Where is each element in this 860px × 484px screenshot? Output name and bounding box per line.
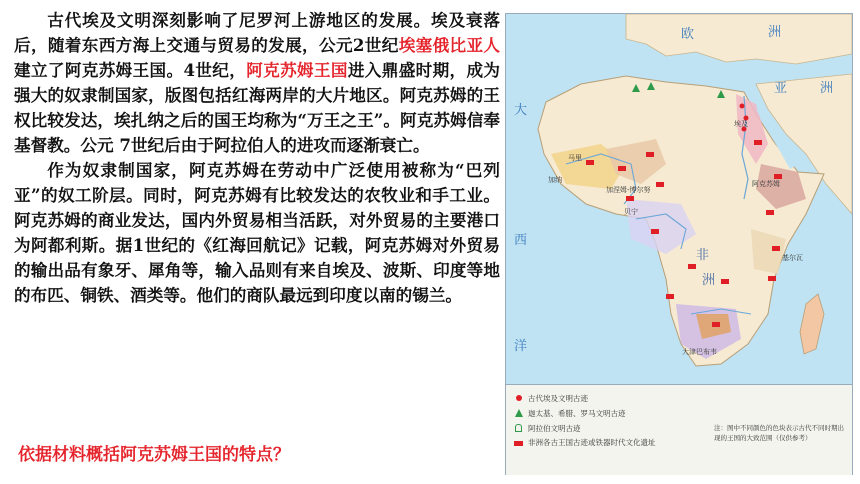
p1-text-a: 古代埃及文明深刻影响了尼罗河上游地区的发展。埃及衰落后，随着东西方海上交通与贸易的发展，公元2世纪 (14, 10, 500, 55)
paragraph-1 (14, 8, 500, 158)
legend-arch-icon (515, 424, 522, 432)
label-europe-1: 欧 (681, 27, 695, 42)
label-africa-2: 洲 (702, 273, 716, 288)
legend-item-3: 阿拉伯文明古迹 (528, 424, 581, 433)
p1-text-c: 进入鼎盛时期，成为强大的奴隶制国家，版图包括红海两岸的大片地区。阿克苏姆的王权比较发达，埃扎纳之后的国王均称为“万王之王”。阿克苏姆信奉基督教。公元 7世纪后由于阿拉伯人的进攻而逐渐衰亡。 (14, 60, 501, 155)
label-africa-1: 非 (696, 248, 710, 263)
legend-red-rect-icon (514, 441, 523, 446)
label-asia-2: 洲 (820, 81, 834, 96)
p1-text-b: 建立了阿克苏姆王国。4世纪， (14, 60, 247, 80)
label-aksum: 阿克苏姆 (752, 180, 780, 188)
label-europe-2: 洲 (768, 25, 782, 40)
legend-item-1: 古代埃及文明古迹 (528, 394, 588, 403)
label-zimbabwe: 大津巴布韦 (682, 348, 717, 356)
legend-red-dot-icon (516, 395, 522, 401)
paragraph-2: 作为奴隶制国家，阿克苏姆在劳动中广泛使用被称为“巴列亚”的奴工阶层。同时，阿克苏姆有比较发达的农牧业和手工业。阿克苏姆的商业发达，国内外贸易相当活跃，对外贸易的主要港口为阿都利斯。据1世纪的《红海回航记》记载，阿克苏姆对外贸易的输出品有象牙、犀角等，输入品则有来自埃及、波斯、印度等地的布匹、铜铁、酒类等。他们的商队最远到印度以南的锡兰。 (14, 160, 500, 305)
map-canvas (506, 14, 852, 384)
legend-item-2: 迦太基、希腊、罗马文明古迹 (528, 409, 626, 418)
label-egypt: 埃及 (734, 120, 748, 128)
highlight-ethiopians: 埃塞俄比亚人 (398, 35, 501, 55)
reading-material (14, 8, 500, 308)
label-atlantic-2: 西 (514, 233, 528, 248)
legend-item-4: 非洲各古王国古迹或铁器时代文化遗址 (528, 438, 656, 447)
question-prompt: 依据材料概括阿克苏姆王国的特点？ (18, 445, 290, 465)
madagascar (800, 294, 824, 354)
map-legend (506, 384, 852, 475)
label-benin: 贝宁 (624, 208, 638, 216)
highlight-aksum-kingdom: 阿克苏姆王国 (246, 60, 348, 80)
label-mali: 马里 (568, 154, 582, 162)
label-atlantic-3: 洋 (514, 339, 528, 354)
europe-landmass (626, 14, 852, 64)
label-kilwa: 基尔瓦 (782, 254, 803, 262)
legend-note: 注：图中不同颜色的色块表示古代不同时期出现的王国的大致范围（仅供参考） (714, 424, 844, 442)
label-atlantic-1: 大 (514, 103, 528, 118)
label-kanem: 加涅姆-博尔努 (606, 186, 651, 194)
legend-green-triangle-icon (515, 409, 523, 417)
label-asia-1: 亚 (774, 81, 788, 96)
label-ghana: 加纳 (548, 176, 562, 184)
africa-map (505, 13, 853, 475)
